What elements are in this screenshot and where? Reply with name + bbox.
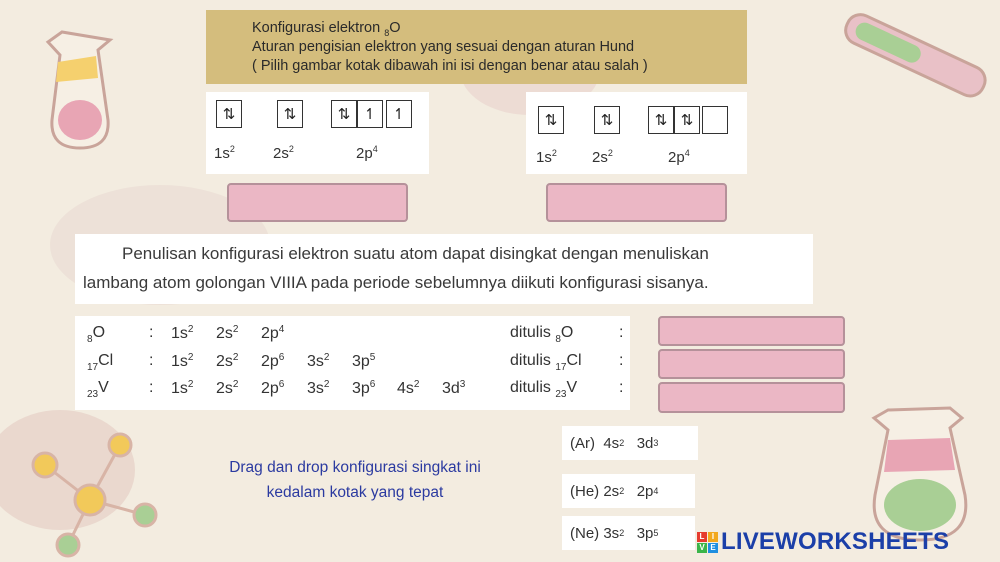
orbital-box: ⇅	[674, 106, 700, 134]
element-symbol: V	[566, 379, 578, 396]
answer-box-left[interactable]	[227, 183, 408, 222]
chip-sup: 5	[653, 528, 659, 538]
label-sup: 2	[288, 144, 294, 154]
orbital-label	[592, 148, 613, 166]
term-sup: 2	[187, 379, 194, 390]
answer-box-right[interactable]	[546, 183, 727, 222]
element-symbol: O	[560, 324, 574, 341]
chip-term: 3d	[636, 434, 654, 452]
config-colon: :	[149, 324, 154, 341]
config-term	[261, 324, 284, 343]
config-term	[352, 352, 375, 371]
term-sup: 2	[323, 379, 330, 390]
ditulis-label	[510, 379, 577, 400]
term-base: 2p	[261, 353, 279, 370]
label-base: 2s	[273, 145, 289, 162]
config-colon: :	[619, 324, 624, 341]
term-sup: 6	[278, 379, 285, 390]
term-base: 3p	[352, 353, 370, 370]
logo-letter: I	[708, 532, 718, 542]
term-sup: 2	[232, 379, 239, 390]
chip-sup: 4	[653, 486, 659, 496]
drop-target-chlorine[interactable]	[658, 349, 845, 379]
config-colon: :	[149, 379, 154, 396]
term-base: 3p	[352, 380, 370, 397]
draggable-chip-ne[interactable]	[562, 516, 695, 550]
orbital-box: ⇅	[648, 106, 674, 134]
term-sup: 2	[232, 324, 239, 335]
term-base: 4s	[397, 380, 414, 397]
label-sup: 4	[372, 144, 378, 154]
config-colon: :	[619, 352, 624, 369]
atomic-number: 17	[555, 362, 567, 373]
question-header	[206, 10, 747, 84]
instruction-line-1: Drag dan drop konfigurasi singkat ini	[229, 459, 481, 476]
config-term	[352, 379, 375, 398]
term-base: 2s	[216, 325, 233, 342]
term-base: 3d	[442, 380, 460, 397]
orbital-box: ↿	[386, 100, 412, 128]
term-base: 1s	[171, 325, 188, 342]
config-term	[171, 324, 193, 343]
logo-wordmark: LIVEWORKSHEETS	[721, 528, 950, 555]
chip-core: (Ne)	[570, 524, 600, 542]
orbital-label	[214, 144, 235, 162]
header-instruction: ( Pilih gambar kotak dibawah ini isi dengan benar atau salah )	[252, 58, 648, 74]
orbital-label	[356, 144, 378, 162]
term-base: 1s	[171, 380, 188, 397]
orbital-box: ⇅	[331, 100, 357, 128]
term-base: 3s	[307, 353, 324, 370]
atomic-number: 8	[87, 334, 93, 345]
drop-target-vanadium[interactable]	[658, 382, 845, 413]
label-base: 1s	[214, 145, 230, 162]
config-element	[87, 379, 109, 400]
atomic-number: 23	[87, 389, 99, 400]
label-base: 1s	[536, 149, 552, 166]
term-sup: 2	[413, 379, 420, 390]
ditulis-text: ditulis	[510, 379, 551, 396]
note-paragraph	[75, 234, 813, 304]
term-sup: 5	[369, 352, 376, 363]
ditulis-text: ditulis	[510, 352, 551, 369]
config-element	[87, 324, 105, 345]
label-base: 2p	[668, 149, 685, 166]
chip-sup: 3	[653, 438, 659, 448]
flask-left-icon	[48, 32, 110, 148]
config-term	[171, 352, 193, 371]
note-line-2: lambang atom golongan VIIIA pada periode sebelumnya diikuti konfigurasi sisanya.	[83, 273, 709, 292]
flask-right-icon	[874, 408, 966, 540]
term-sup: 3	[459, 379, 466, 390]
header-title	[252, 20, 400, 38]
header-title-text: Konfigurasi elektron	[252, 20, 385, 36]
element-symbol: V	[98, 379, 109, 396]
config-term	[261, 379, 284, 398]
label-sup: 2	[551, 148, 557, 158]
blob-bottom-left	[0, 410, 135, 530]
term-base: 2s	[216, 380, 233, 397]
element-symbol: O	[92, 324, 106, 341]
atomic-number: 8	[555, 334, 561, 345]
draggable-chip-he[interactable]	[562, 474, 695, 508]
ditulis-label	[510, 324, 573, 345]
config-colon: :	[619, 379, 624, 396]
logo-letter: L	[697, 532, 707, 542]
logo-letter: E	[708, 543, 718, 553]
note-line-1: Penulisan konfigurasi elektron suatu atom dapat disingkat dengan menuliskan	[122, 244, 709, 263]
draggable-chip-ar[interactable]	[562, 426, 698, 460]
term-sup: 6	[369, 379, 376, 390]
config-term	[307, 379, 329, 398]
drop-target-oxygen[interactable]	[658, 316, 845, 346]
chip-term: 4s	[603, 434, 620, 452]
element-symbol: Cl	[566, 352, 582, 369]
config-term	[397, 379, 419, 398]
orbital-box: ⇅	[216, 100, 242, 128]
orbital-label	[536, 148, 557, 166]
logo-letter: V	[697, 543, 707, 553]
config-term	[442, 379, 465, 398]
atomic-number: 23	[555, 389, 567, 400]
label-sup: 2	[607, 148, 613, 158]
orbital-diagram-left[interactable]	[206, 92, 429, 174]
orbital-box: ⇅	[538, 106, 564, 134]
term-base: 3s	[307, 380, 324, 397]
chip-term: 3p	[636, 524, 654, 542]
test-tube-icon	[841, 10, 990, 101]
chip-sup: 2	[619, 486, 625, 496]
orbital-label	[273, 144, 294, 162]
element-symbol: O	[389, 20, 401, 36]
ditulis-label	[510, 352, 582, 373]
atomic-number: 17	[87, 362, 99, 373]
term-base: 2p	[261, 325, 279, 342]
config-colon: :	[149, 352, 154, 369]
term-sup: 2	[187, 324, 194, 335]
header-rule: Aturan pengisian elektron yang sesuai dengan aturan Hund	[252, 39, 635, 55]
label-sup: 2	[229, 144, 235, 154]
orbital-diagram-right[interactable]	[526, 92, 747, 174]
config-term	[216, 352, 238, 371]
term-sup: 6	[278, 352, 285, 363]
chip-core: (Ar)	[570, 434, 595, 452]
atomic-number: 8	[384, 27, 390, 38]
config-term	[307, 352, 329, 371]
chip-term: 3s	[603, 524, 620, 542]
ditulis-text: ditulis	[510, 324, 551, 341]
logo-grid-icon	[697, 532, 718, 553]
orbital-box: ⇅	[594, 106, 620, 134]
chip-term: 2s	[603, 482, 620, 500]
label-sup: 4	[684, 148, 690, 158]
label-base: 2p	[356, 145, 373, 162]
term-base: 2p	[261, 380, 279, 397]
orbital-box: ⇅	[277, 100, 303, 128]
instruction-line-2: kedalam kotak yang tepat	[266, 484, 444, 501]
chip-term: 2p	[636, 482, 654, 500]
label-base: 2s	[592, 149, 608, 166]
config-term	[216, 324, 238, 343]
config-term	[261, 352, 284, 371]
config-term	[216, 379, 238, 398]
config-term	[171, 379, 193, 398]
term-sup: 4	[278, 324, 285, 335]
orbital-box	[702, 106, 728, 134]
configuration-table	[75, 316, 630, 410]
element-symbol: Cl	[98, 352, 114, 369]
term-base: 1s	[171, 353, 188, 370]
orbital-box: ↿	[357, 100, 383, 128]
config-element	[87, 352, 113, 373]
term-sup: 2	[323, 352, 330, 363]
orbital-label	[668, 148, 690, 166]
chip-sup: 2	[619, 438, 625, 448]
liveworksheets-logo	[697, 528, 949, 556]
term-base: 2s	[216, 353, 233, 370]
term-sup: 2	[187, 352, 194, 363]
chip-sup: 2	[619, 528, 625, 538]
term-sup: 2	[232, 352, 239, 363]
chip-core: (He)	[570, 482, 600, 500]
